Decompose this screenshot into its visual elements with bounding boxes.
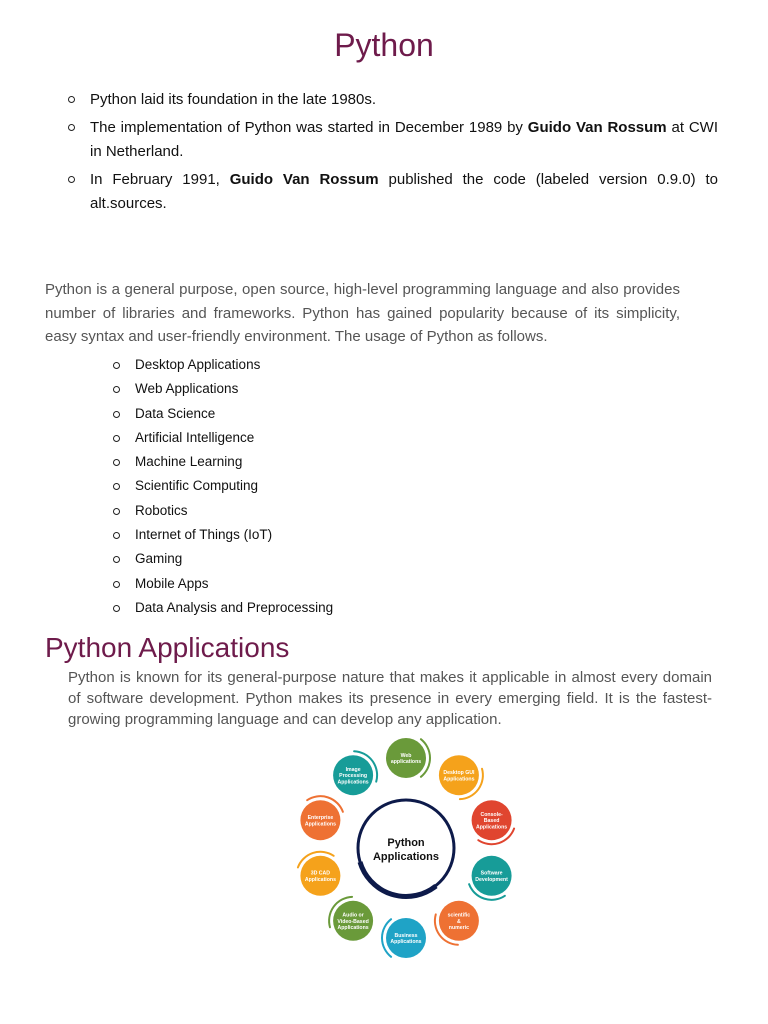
application-node xyxy=(298,852,340,896)
node-label: Applications xyxy=(304,876,336,883)
usage-item: Robotics xyxy=(113,499,333,523)
history-item: In February 1991, Guido Van Rossum published the code (labeled version 0.9.0) to alt.sources. xyxy=(68,168,718,216)
node-label: applications xyxy=(390,759,422,766)
usage-item: Gaming xyxy=(113,547,333,571)
circle-bullet-icon xyxy=(113,581,120,588)
usage-item: Scientific Computing xyxy=(113,474,333,498)
node-label: Audio or xyxy=(342,912,364,919)
history-list xyxy=(68,88,718,220)
page-title: Python xyxy=(334,27,434,63)
application-node xyxy=(469,856,511,900)
application-node xyxy=(382,918,426,958)
node-label: Based xyxy=(483,818,500,825)
usage-item: Mobile Apps xyxy=(113,572,333,596)
node-label: Console- xyxy=(480,811,503,818)
author-name: Guido Van Rossum xyxy=(527,119,667,136)
circle-bullet-icon xyxy=(113,362,120,369)
node-label: Applications xyxy=(304,821,336,828)
node-label: & xyxy=(457,918,461,925)
history-item: Python laid its foundation in the late 1980s. xyxy=(68,88,718,112)
application-node xyxy=(472,800,514,844)
python-applications-diagram xyxy=(296,730,516,966)
node-label: 3D CAD xyxy=(310,870,331,877)
circle-bullet-icon xyxy=(68,124,75,131)
circle-bullet-icon xyxy=(113,605,120,612)
usage-item: Data Analysis and Preprocessing xyxy=(113,596,333,620)
applications-paragraph: Python is known for its general-purpose nature that makes it applicable in almost every domain of software development. Python makes its presence in every emerging field. It is the fastest-growing programming language and can develop any application. xyxy=(68,669,712,728)
node-label: Web xyxy=(400,752,412,759)
author-name: Guido Van Rossum xyxy=(229,171,379,188)
node-label: Processing xyxy=(339,773,368,780)
application-node xyxy=(435,901,479,945)
node-label: Enterprise xyxy=(307,815,334,822)
circle-bullet-icon xyxy=(68,176,75,183)
node-label: numeric xyxy=(448,925,469,932)
node-label: scientific xyxy=(447,912,471,919)
history-item: The implementation of Python was started in December 1989 by Guido Van Rossum at CWI in Netherland. xyxy=(68,116,718,164)
node-label: Applications xyxy=(443,776,475,783)
node-label: Desktop GUI xyxy=(443,770,475,777)
usage-item: Machine Learning xyxy=(113,450,333,474)
diagram-canvas xyxy=(296,730,516,966)
usage-item: Internet of Things (IoT) xyxy=(113,523,333,547)
application-node xyxy=(300,796,342,840)
usage-item: Data Science xyxy=(113,402,333,426)
application-node xyxy=(386,738,430,778)
circle-bullet-icon xyxy=(113,435,120,442)
application-node xyxy=(333,751,377,795)
circle-bullet-icon xyxy=(113,556,120,563)
node-label: Image xyxy=(345,766,361,773)
center-label: Python xyxy=(387,837,425,849)
application-node xyxy=(329,897,373,941)
usage-item: Artificial Intelligence xyxy=(113,426,333,450)
usage-item: Web Applications xyxy=(113,377,333,401)
node-label: Applications xyxy=(337,779,369,786)
circle-bullet-icon xyxy=(113,483,120,490)
circle-bullet-icon xyxy=(113,508,120,515)
node-label: Video-Based xyxy=(337,918,369,925)
circle-bullet-icon xyxy=(113,459,120,466)
usage-item: Desktop Applications xyxy=(113,353,333,377)
circle-bullet-icon xyxy=(113,532,120,539)
usage-list xyxy=(113,353,333,620)
node-label: Applications xyxy=(476,824,508,831)
center-label: Applications xyxy=(372,851,440,863)
node-label: Business xyxy=(394,932,418,939)
circle-bullet-icon xyxy=(113,386,120,393)
node-label: Software xyxy=(480,870,503,877)
node-label: Development xyxy=(475,876,508,883)
node-label: Applications xyxy=(390,939,422,946)
section-heading: Python Applications xyxy=(45,632,290,663)
node-label: Applications xyxy=(337,925,369,932)
application-node xyxy=(439,755,483,799)
intro-paragraph: Python is a general purpose, open source, high-level programming language and also provides number of libraries and frameworks. Python has gained popularity because of its simplicity, easy syntax and user-friendly environment. The usage of Python as follows. xyxy=(45,281,680,345)
circle-bullet-icon xyxy=(68,96,75,103)
circle-bullet-icon xyxy=(113,411,120,418)
